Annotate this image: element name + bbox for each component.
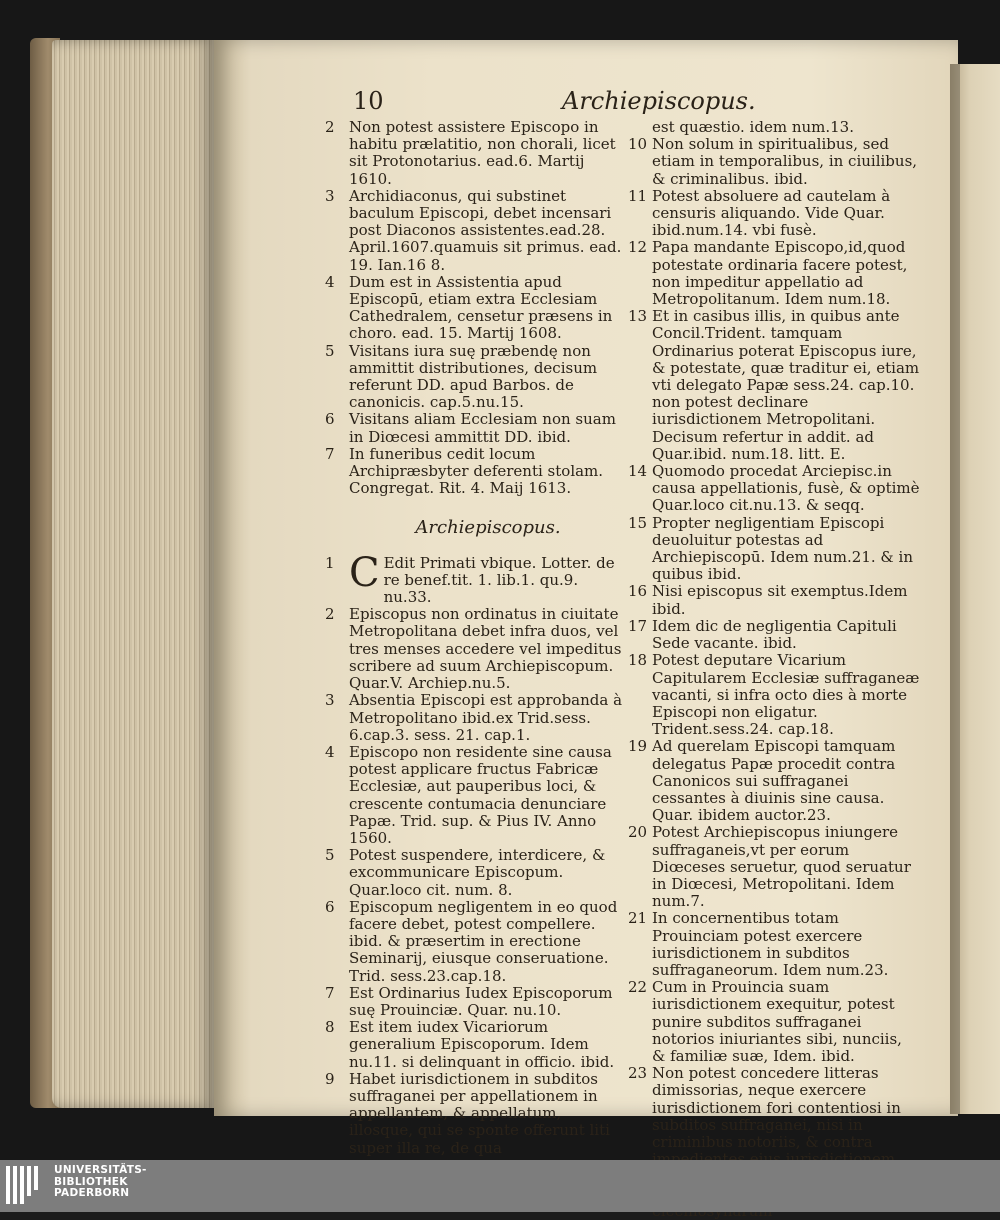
item-text: In concernentibus totam Prouinciam potest exercere iurisdictionem in subditos suffraganeorum. Idem num.23. bbox=[652, 909, 889, 979]
item-number: 6 bbox=[325, 897, 335, 916]
item-text: Non potest concedere litteras dimissorias, neque exercere iurisdictionem fori contentiosi in subditos suffraganei, nisi in criminibus notoriis, & contra bbox=[652, 1064, 901, 1151]
item-number: 23 bbox=[628, 1064, 648, 1083]
library-footer bbox=[0, 1160, 1000, 1212]
list-item bbox=[325, 899, 627, 985]
list-item bbox=[628, 239, 920, 308]
library-name: UNIVERSITÄTS- BIBLIOTHEK PADERBORN bbox=[54, 1164, 147, 1199]
item-number: 12 bbox=[628, 238, 648, 257]
continuation-text: est quæstio. idem num.13. bbox=[652, 118, 854, 136]
right-column bbox=[628, 119, 920, 1220]
item-text: Non potest assistere Episcopo in habitu prælatitio, non chorali, licet sit Protonotarius. ead.6. Martij 1610. bbox=[349, 118, 616, 188]
item-number: 21 bbox=[628, 909, 648, 928]
item-text: Visitans iura suę præbendę non ammittit distributiones, decisum referunt DD. apud Barbos. de canonicis. cap.5.nu.15. bbox=[349, 341, 598, 412]
item-number: 13 bbox=[628, 307, 648, 326]
item-number: 4 bbox=[325, 272, 335, 291]
page-number: 10 bbox=[353, 87, 384, 115]
item-text: Potest deputare Vicarium Capitularem Ecclesiæ suffraganeæ vacanti, si infra octo dies à morte Episcopi non eligatur. Trident.sess.24. cap.18. bbox=[652, 651, 920, 739]
item-number: 15 bbox=[628, 513, 648, 532]
item-text: Ad querelam Episcopi tamquam delegatus Papæ procedit contra Canonicos sui suffraganei cessantes à diuinis sine causa. Quar. ibidem auctor.23. bbox=[652, 737, 896, 825]
library-logo-icon bbox=[6, 1166, 46, 1204]
list-item bbox=[325, 446, 627, 498]
item-text: Idem dic de negligentia Capituli Sede vacante. ibid. bbox=[652, 616, 897, 653]
item-number: 7 bbox=[325, 444, 335, 463]
item-number: 20 bbox=[628, 823, 648, 842]
item-text: Episcopum negligentem in eo quod facere debet, potest compellere. ibid. & præsertim in erectione Seminarij, eiusque conseruatione. Trid. sess.23.cap.18. bbox=[349, 897, 618, 985]
drop-capital: C bbox=[349, 549, 380, 596]
list-item bbox=[325, 692, 627, 744]
item-text: Episcopus non ordinatus in ciuitate Metropolitana debet infra duos, vel tres menses accedere vel impeditus scribere ad suum Archiepiscopum. Quar.V. Archiep.nu.5. bbox=[349, 605, 622, 693]
book-page-edges bbox=[52, 40, 214, 1108]
item-number: 2 bbox=[325, 605, 335, 624]
list-item bbox=[325, 1019, 627, 1071]
section-title: Archiepiscopus. bbox=[415, 517, 561, 539]
item-number: 3 bbox=[325, 186, 335, 205]
item-number: 2 bbox=[325, 118, 335, 136]
item-number: 1 bbox=[325, 553, 335, 572]
list-item bbox=[628, 824, 920, 910]
item-text: Episcopo non residente sine causa potest applicare fructus Fabricæ Ecclesiæ, aut pauperibus loci, & crescente contumacia denunciare Papæ. Trid. sup. & Pius IV. Anno 1560. bbox=[349, 742, 612, 847]
item-number: 4 bbox=[325, 742, 335, 761]
list-item bbox=[628, 463, 920, 515]
list-item bbox=[325, 985, 627, 1019]
list-item bbox=[325, 847, 627, 899]
item-text: Papa mandante Episcopo,id,quod potestate ordinaria facere potest, non impeditur appellatio ad Metropolitanum. Idem num.18. bbox=[652, 238, 908, 309]
item-text: Potest absoluere ad cautelam à censuris aliquando. Vide Quar. ibid.num.14. vbi fusè. bbox=[652, 186, 891, 240]
item-number: 9 bbox=[325, 1069, 335, 1088]
list-item bbox=[325, 411, 627, 445]
list-item bbox=[325, 188, 627, 274]
item-text: Et in casibus illis, in quibus ante Concil.Trident. tamquam Ordinarius poterat Episcopus iure, & potestate, quæ traditur ei, etiam vti delegato Papæ sess.24. cap.10. non potest declinare iurisdictionem Metropolitani. Decisum refertur in addit. ad Quar.ibid. num.18. litt. E. bbox=[652, 307, 920, 463]
item-number: 11 bbox=[628, 186, 648, 205]
item-text: Archidiaconus, qui substinet baculum Episcopi, debet incensari post Diaconos assistentes.ead.28. April.1607.quamuis sit primus. ead. 19. Ian.16 8. bbox=[349, 186, 622, 274]
list-item bbox=[628, 910, 920, 979]
list-item bbox=[628, 308, 920, 463]
list-item bbox=[628, 136, 920, 188]
item-number: 18 bbox=[628, 651, 648, 670]
list-item bbox=[628, 188, 920, 240]
item-number: 8 bbox=[325, 1018, 335, 1037]
item-number: 5 bbox=[325, 846, 335, 865]
item-text: Potest Archiepiscopus iniungere suffraganeis,vt per eorum Diœceses seruetur, quod seruatur in Diœcesi, Metropolitani. Idem num.7. bbox=[652, 823, 911, 911]
item-text: Non solum in spiritualibus, sed etiam in temporalibus, in ciuilibus, & criminalibus. ibid. bbox=[652, 135, 918, 188]
list-item bbox=[325, 549, 627, 607]
list-item bbox=[325, 119, 627, 188]
item-text: Quomodo procedat Arciepisc.in causa appellationis, fusè, & optimè Quar.loco cit.nu.13. & seqq. bbox=[652, 462, 920, 515]
item-number: 6 bbox=[325, 410, 335, 429]
item-number: 14 bbox=[628, 462, 648, 481]
item-number: 17 bbox=[628, 616, 648, 635]
item-number: 5 bbox=[325, 341, 335, 360]
item-text: Absentia Episcopi est approbanda à Metropolitano ibid.ex Trid.sess. 6.cap.3. sess. 21. cap.1. bbox=[349, 691, 623, 744]
item-number: 22 bbox=[628, 978, 648, 997]
running-title: Archiepiscopus. bbox=[562, 87, 756, 115]
item-text: Cum in Prouincia suam iurisdictionem exequitur, potest punire subditos suffraganei notorios iniuriantes sibi, nunciis, & familiæ suæ, Idem. ibid. bbox=[652, 978, 902, 1065]
item-text: In funeribus cedit locum Archipræsbyter deferenti stolam. Congregat. Rit. 4. Maij 1613. bbox=[349, 444, 604, 498]
list-item bbox=[325, 274, 627, 343]
list-item bbox=[628, 979, 920, 1065]
item-number: 19 bbox=[628, 737, 648, 756]
list-item bbox=[628, 583, 920, 617]
left-column bbox=[325, 119, 627, 1157]
item-text: Edit Primati vbique. Lotter. de re benef.tit. 1. lib.1. qu.9. nu.33. bbox=[383, 553, 615, 607]
item-text: Est Ordinarius Iudex Episcoporum suę Prouinciæ. Quar. nu.10. bbox=[349, 983, 613, 1019]
item-text: Est item iudex Vicariorum generalium Episcoporum. Idem nu.11. si delinquant in officio. ibid. bbox=[349, 1018, 615, 1071]
item-text: Visitans aliam Ecclesiam non suam in Diœcesi ammittit DD. ibid. bbox=[349, 410, 616, 446]
list-item bbox=[628, 515, 920, 584]
item-number: 7 bbox=[325, 983, 335, 1002]
list-item bbox=[325, 1071, 627, 1157]
list-item bbox=[628, 738, 920, 824]
item-number: 16 bbox=[628, 582, 648, 601]
list-item bbox=[325, 744, 627, 847]
item-text: Dum est in Assistentia apud Episcopū, etiam extra Ecclesiam Cathedralem, censetur præsens in choro. ead. 15. Martij 1608. bbox=[349, 272, 613, 343]
item-text: Potest suspendere, interdicere, & excommunicare Episcopum. Quar.loco cit. num. 8. bbox=[349, 846, 606, 899]
item-text: Nisi episcopus sit exemptus.Idem ibid. bbox=[652, 582, 908, 618]
list-item bbox=[325, 606, 627, 692]
item-number: 10 bbox=[628, 135, 648, 154]
item-text: Habet iurisdictionem in subditos suffraganei per appellationem in appellantem, & appellatum, illosque, qui se sponte offerunt liti super illa re, de qua bbox=[349, 1069, 610, 1157]
item-number: 3 bbox=[325, 691, 335, 710]
item-text: Propter negligentiam Episcopi deuoluitur potestas ad Archiepiscopū. Idem num.21. & in quibus ibid. bbox=[652, 513, 913, 584]
list-item bbox=[325, 343, 627, 412]
list-item bbox=[628, 652, 920, 738]
facing-page-edge bbox=[950, 64, 1000, 1114]
list-item bbox=[628, 618, 920, 652]
